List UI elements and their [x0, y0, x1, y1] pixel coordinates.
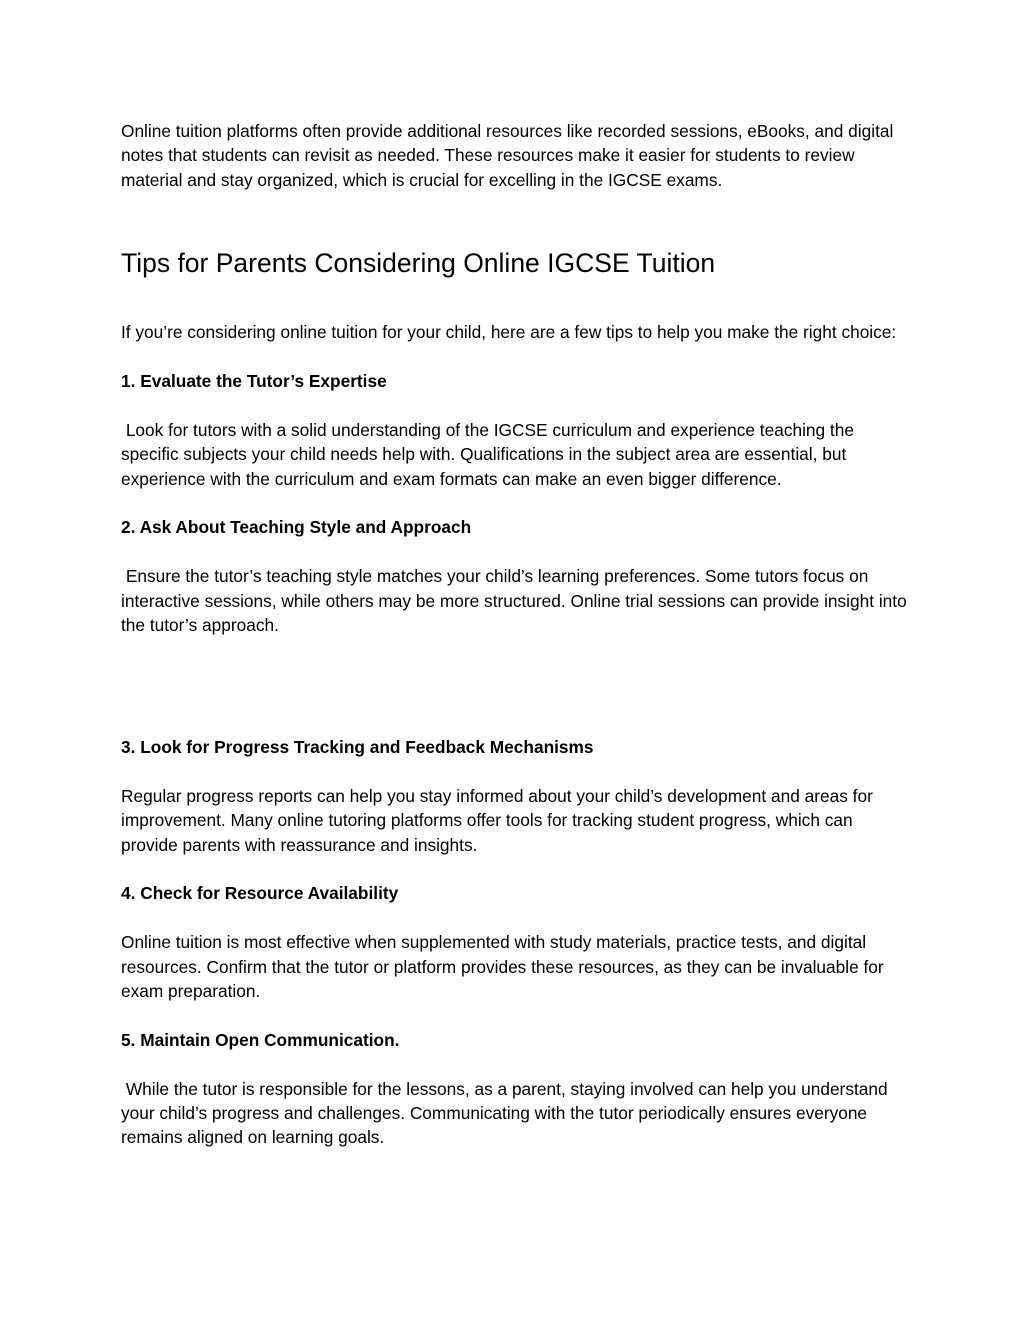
tip-body-3: Regular progress reports can help you stay informed about your child’s development and areas for improvement. Many online tutoring platforms offer tools for tracking student progress, which can provide parents with reassurance and insights. — [121, 785, 873, 855]
tip-title-4: 4. Check for Resource Availability — [121, 883, 399, 904]
tip-body-4: Online tuition is most effective when supplemented with study materials, practice tests, and digital resources. Confirm that the tutor or platform provides these resources, as they can be invaluable for exam preparation. — [121, 932, 884, 1002]
tip-body-5: While the tutor is responsible for the lessons, as a parent, staying involved can help you understand your child’s progress and challenges. Communicating with the tutor periodically ensures everyone remains aligned on learning goals. — [121, 1078, 893, 1148]
tip-title-2: 2. Ask About Teaching Style and Approach — [121, 517, 472, 538]
tip-title-1: 1. Evaluate the Tutor’s Expertise — [121, 371, 387, 392]
tip-body-1: Look for tutors with a solid understanding of the IGCSE curriculum and experience teaching the specific subjects your child needs help with. Qualifications in the subject area are essential, but experience with the curriculum and exam formats can make an even bigger difference. — [121, 419, 859, 489]
tip-title-3: 3. Look for Progress Tracking and Feedback Mechanisms — [121, 737, 594, 758]
section-heading: Tips for Parents Considering Online IGCSE Tuition — [121, 248, 716, 279]
tip-title-5: 5. Maintain Open Communication. — [121, 1029, 400, 1050]
lead-paragraph: If you’re considering online tuition for your child, here are a few tips to help you make the right choice: — [121, 322, 897, 343]
document-page — [121, 119, 911, 1150]
tip-body-2: Ensure the tutor’s teaching style matches your child’s learning preferences. Some tutors focus on interactive sessions, while others may be more structured. Online trial sessions can provide insight into the tutor’s approach. — [121, 566, 912, 636]
intro-paragraph: Online tuition platforms often provide additional resources like recorded sessions, eBooks, and digital notes that students can revisit as needed. These resources make it easier for students to review material and stay organized, which is crucial for excelling in the IGCSE exams. — [121, 121, 894, 190]
